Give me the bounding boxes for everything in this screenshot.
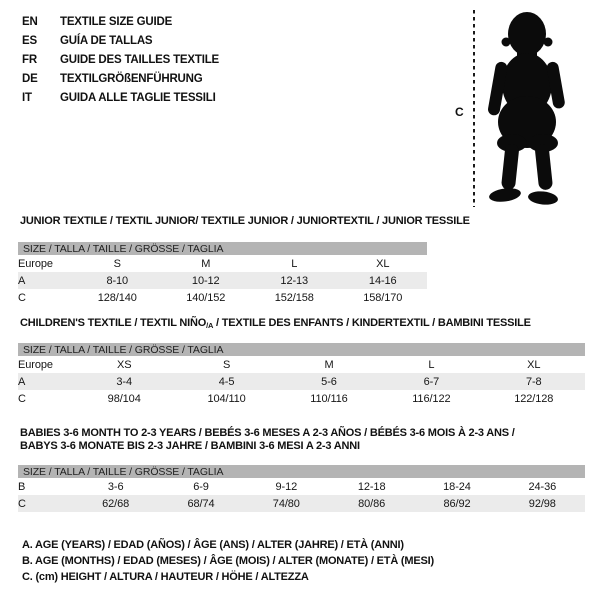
height-measure-line [473, 10, 475, 207]
language-title: GUIDA ALLE TAGLIE TESSILI [60, 92, 216, 104]
cell: 86/92 [443, 497, 471, 510]
title-main: CHILDREN'S TEXTILE / TEXTIL NIÑO [20, 317, 207, 329]
row-label: C [18, 392, 26, 405]
cell: 116/122 [412, 392, 451, 405]
cell: 152/158 [274, 291, 314, 304]
footnote-a: A. AGE (YEARS) / EDAD (AÑOS) / ÂGE (ANS) / ALTER (JAHRE) / ETÀ (ANNI) [22, 539, 404, 551]
cell: 98/104 [107, 392, 141, 405]
language-title: TEXTILGRÖßENFÜHRUNG [60, 73, 203, 85]
row-label: C [18, 497, 26, 510]
title-subscript: /A [206, 321, 214, 330]
cell: 18-24 [443, 480, 471, 493]
cell: L [291, 257, 298, 270]
cell: 4-5 [218, 375, 235, 388]
row-label: C [18, 291, 26, 304]
language-list [22, 13, 219, 108]
cell: XL [376, 257, 390, 270]
size-table-junior [18, 242, 427, 306]
cell: M [324, 358, 334, 371]
language-code: DE [22, 73, 38, 85]
cell: 80/86 [358, 497, 386, 510]
footnotes [22, 537, 434, 585]
title-line-2: BABYS 3-6 MONATE BIS 2-3 JAHRE / BAMBINI 3-6 MESI A 2-3 ANNI [20, 440, 360, 452]
table-row [18, 356, 585, 373]
size-header-row [18, 242, 427, 255]
size-header-row [18, 465, 585, 478]
cell: XL [527, 358, 541, 371]
language-row [22, 70, 219, 89]
cell: 122/128 [514, 392, 554, 405]
cell: 7-8 [525, 375, 542, 388]
table-title-children [20, 317, 531, 332]
row-label: B [18, 480, 26, 493]
cell: 12-18 [357, 480, 386, 493]
cell: 110/116 [310, 392, 348, 405]
language-row [22, 89, 219, 108]
title-line-1: BABIES 3-6 MONTH TO 2-3 YEARS / BEBÉS 3-6 MESES A 2-3 AÑOS / BÉBÉS 3-6 MOIS À 2-3 ANS / [20, 427, 515, 439]
row-label: A [18, 274, 26, 287]
language-row [22, 13, 219, 32]
cell: 62/68 [102, 497, 130, 510]
size-header-label: SIZE / TALLA / TAILLE / GRÖSSE / TAGLIA [18, 465, 585, 478]
language-code: FR [22, 54, 37, 66]
table-row [18, 373, 585, 390]
cell: M [201, 257, 211, 270]
cell: 158/170 [363, 291, 403, 304]
table-row [18, 478, 585, 495]
size-table-children [18, 343, 585, 407]
footnote-b: B. AGE (MONTHS) / EDAD (MESES) / ÂGE (MOIS) / ALTER (MONATE) / ETÀ (MESI) [22, 555, 434, 567]
baby-silhouette-icon [482, 10, 572, 206]
cell: 14-16 [368, 274, 397, 287]
cell: S [222, 358, 231, 371]
table-row [18, 255, 427, 272]
size-table-babies [18, 465, 585, 512]
row-label: Europe [18, 358, 53, 371]
table-row [18, 390, 585, 407]
language-row [22, 32, 219, 51]
size-header-label: SIZE / TALLA / TAILLE / GRÖSSE / TAGLIA [18, 343, 585, 356]
cell: 128/140 [97, 291, 137, 304]
footnote-c: C. (cm) HEIGHT / ALTURA / HAUTEUR / HÖHE / ALTEZZA [22, 571, 309, 583]
cell: 3-4 [116, 375, 132, 388]
cell: XS [116, 358, 132, 371]
cell: 24-36 [528, 480, 557, 493]
table-title-junior: JUNIOR TEXTILE / TEXTIL JUNIOR/ TEXTILE JUNIOR / JUNIORTEXTIL / JUNIOR TESSILE [20, 215, 470, 227]
cell: 10-12 [191, 274, 220, 287]
table-row [18, 495, 585, 512]
table-row [18, 272, 427, 289]
table-row [18, 289, 427, 306]
cell: 9-12 [275, 480, 298, 493]
language-title: TEXTILE SIZE GUIDE [60, 16, 173, 28]
language-title: GUÍA DE TALLAS [60, 35, 153, 47]
cell: 104/110 [207, 392, 246, 405]
table-title-babies [20, 427, 515, 453]
cell: L [428, 358, 435, 371]
cell: 68/74 [187, 497, 215, 510]
cell: 140/152 [186, 291, 226, 304]
cell: 8-10 [106, 274, 129, 287]
cell: 12-13 [280, 274, 309, 287]
cell: 74/80 [272, 497, 300, 510]
cell: S [113, 257, 121, 270]
cell: 5-6 [321, 375, 337, 388]
cell: 6-9 [193, 480, 209, 493]
title-rest: / TEXTILE DES ENFANTS / KINDERTEXTIL / BAMBINI TESSILE [213, 317, 531, 329]
size-header-label: SIZE / TALLA / TAILLE / GRÖSSE / TAGLIA [18, 242, 427, 255]
language-title: GUIDE DES TAILLES TEXTILE [60, 54, 219, 66]
row-label: A [18, 375, 26, 388]
language-code: ES [22, 35, 37, 47]
language-row [22, 51, 219, 70]
language-code: IT [22, 92, 32, 104]
size-header-row [18, 343, 585, 356]
cell: 3-6 [107, 480, 124, 493]
row-label: Europe [18, 257, 53, 270]
height-measure-label: C [455, 105, 464, 119]
cell: 92/98 [528, 497, 556, 510]
cell: 6-7 [423, 375, 440, 388]
language-code: EN [22, 16, 38, 28]
